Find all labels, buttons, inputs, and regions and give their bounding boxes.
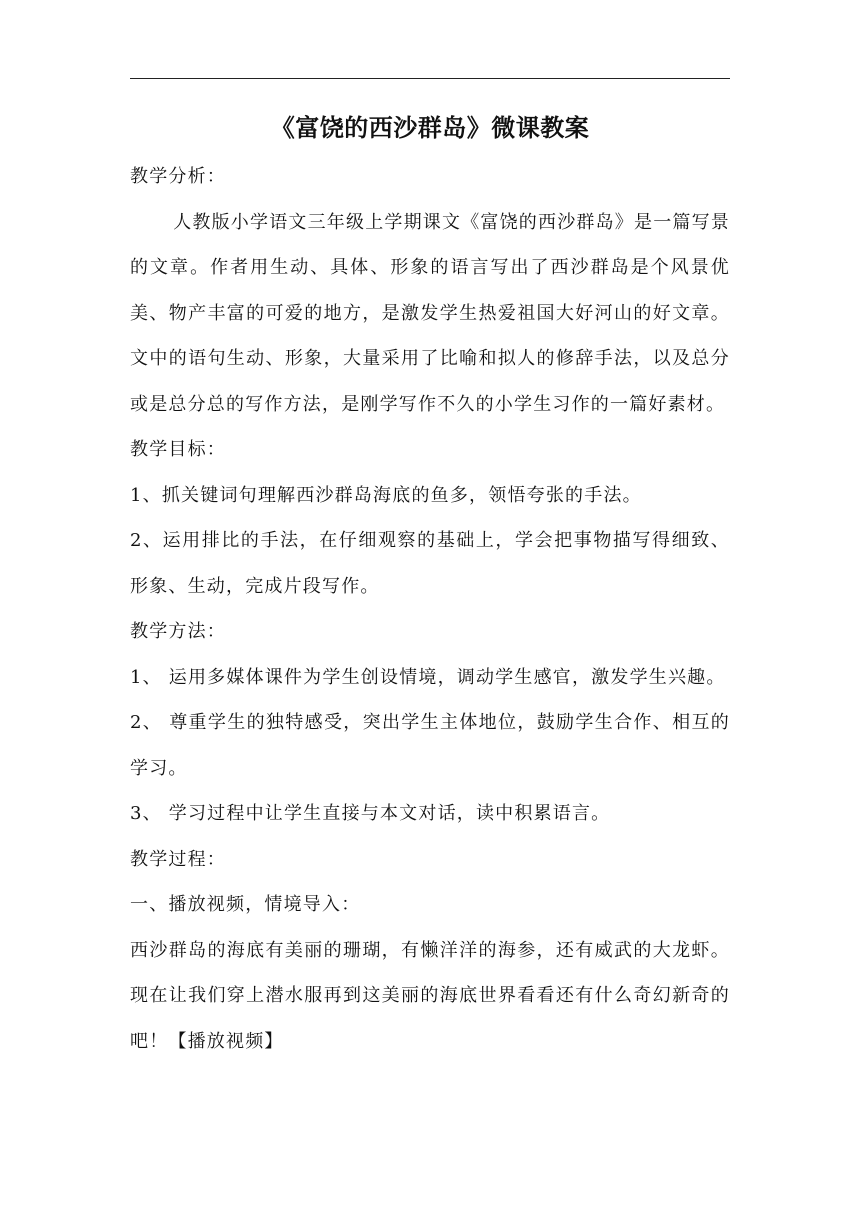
step-1-heading: 一、播放视频，情境导入： xyxy=(130,894,361,915)
step-1-body: 西沙群岛的海底有美丽的珊瑚，有懒洋洋的海参，还有威武的大龙虾。现在让我们穿上潜水服再到这美丽的海底世界看看还有什么奇幻新奇的吧！【播放视频】 xyxy=(130,939,730,1052)
process-heading: 教学过程： xyxy=(130,848,226,870)
document-page xyxy=(130,108,730,1064)
analysis-heading: 教学分析： xyxy=(130,166,226,187)
methods-heading: 教学方法： xyxy=(130,621,226,642)
goal-item-1: 1、抓关键词句理解西沙群岛海底的鱼多，领悟夸张的手法。 xyxy=(130,484,642,506)
method-item-2: 2、 尊重学生的独特感受，突出学生主体地位，鼓励学生合作、相互的学习。 xyxy=(130,712,730,779)
goals-heading: 教学目标： xyxy=(130,439,226,460)
header-rule xyxy=(130,78,730,79)
analysis-body: 人教版小学语文三年级上学期课文《富饶的西沙群岛》是一篇写景的文章。作者用生动、具体、形象的语言写出了西沙群岛是个风景优美、物产丰富的可爱的地方，是激发学生热爱祖国大好河山的好文章。文中的语句生动、形象，大量采用了比喻和拟人的修辞手法，以及总分或是总分总的写作方法，是刚学写作不久的小学生习作的一篇好素材。 xyxy=(130,211,730,415)
goal-item-2: 2、运用排比的手法，在仔细观察的基础上，学会把事物描写得细致、形象、生动，完成片段写作。 xyxy=(130,530,730,597)
method-item-1: 1、 运用多媒体课件为学生创设情境，调动学生感官，激发学生兴趣。 xyxy=(130,666,726,688)
document-title: 《富饶的西沙群岛》微课教案 xyxy=(270,114,590,142)
method-item-3: 3、 学习过程中让学生直接与本文对话，读中积累语言。 xyxy=(130,803,611,824)
